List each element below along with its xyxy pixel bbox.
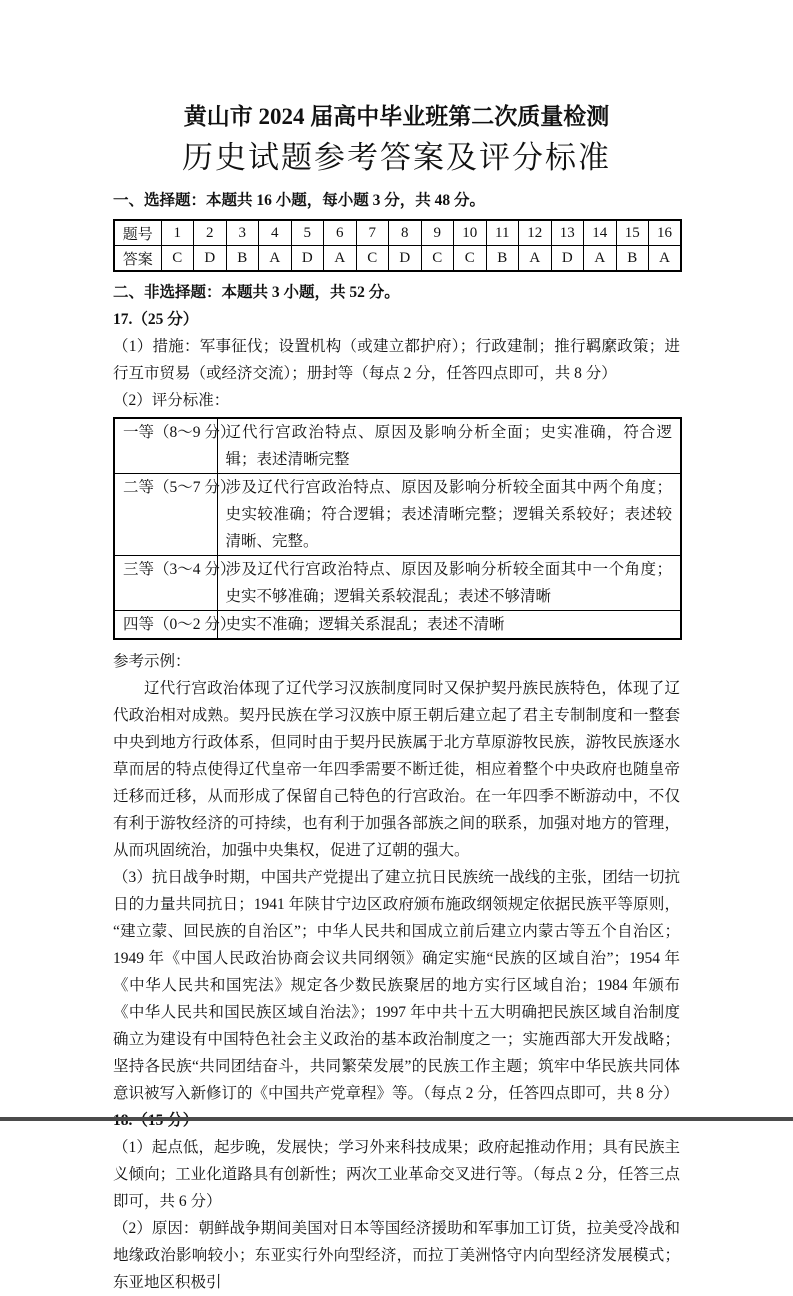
rubric-row <box>114 611 681 640</box>
answer-cell: B <box>226 246 259 272</box>
rubric-table <box>113 417 682 640</box>
question-number-cell: 6 <box>324 220 357 246</box>
answer-table-number-row <box>114 220 681 246</box>
q17-part1: （1）措施：军事征伐；设置机构（或建立都护府）；行政建制；推行羁縻政策；进行互市贸易（或经济交流）；册封等（每点 2 分，任答四点即可，共 8 分） <box>113 338 680 382</box>
q18-part2: （2）原因：朝鲜战争期间美国对日本等国经济援助和军事加工订货，拉美受冷战和地缘政治影响较小；东亚实行外向型经济，而拉丁美洲恪守内向型经济发展模式；东亚地区积极引 <box>113 1220 680 1291</box>
page-title: 黄山市 2024 届高中毕业班第二次质量检测 <box>183 104 610 129</box>
q17-example-label: 参考示例： <box>113 653 191 670</box>
answer-cell: A <box>584 246 617 272</box>
question-number-cell: 2 <box>194 220 227 246</box>
question-number-cell: 15 <box>616 220 649 246</box>
question-number-cell: 5 <box>291 220 324 246</box>
answer-cell: B <box>486 246 519 272</box>
answer-cell: A <box>519 246 552 272</box>
rubric-desc: 涉及辽代行宫政治特点、原因及影响分析较全面其中一个角度；史实不够准确；逻辑关系较混乱；表述不够清晰 <box>217 556 681 611</box>
answer-cell: D <box>551 246 584 272</box>
question-number-cell: 11 <box>486 220 519 246</box>
answer-cell: D <box>389 246 422 272</box>
answer-cell: D <box>194 246 227 272</box>
rubric-desc: 涉及辽代行宫政治特点、原因及影响分析较全面其中两个角度；史实较准确；符合逻辑；表述清晰完整；逻辑关系较好；表述较清晰、完整。 <box>217 474 681 556</box>
answer-table-answer-row <box>114 246 681 272</box>
question-number-cell: 13 <box>551 220 584 246</box>
section1-heading: 一、选择题：本题共 16 小题，每小题 3 分，共 48 分。 <box>113 192 486 209</box>
page-bottom-edge <box>0 1117 793 1121</box>
q18-part1: （1）起点低，起步晚，发展快；学习外来科技成果；政府起推动作用；具有民族主义倾向；工业化道路具有创新性；两次工业革命交叉进行等。（每点 2 分，任答三点即可，共 6 分） <box>113 1139 680 1210</box>
question-number-cell: 3 <box>226 220 259 246</box>
answer-cell: C <box>356 246 389 272</box>
answer-cell: A <box>259 246 292 272</box>
q17-part2-label: （2）评分标准： <box>113 392 230 409</box>
rubric-grade: 二等（5～7 分） <box>114 474 217 556</box>
answer-cell: B <box>616 246 649 272</box>
rubric-row <box>114 418 681 474</box>
question-number-cell: 14 <box>584 220 617 246</box>
answer-cell: A <box>649 246 682 272</box>
q17-part3: （3）抗日战争时期，中国共产党提出了建立抗日民族统一战线的主张，团结一切抗日的力量共同抗日；1941 年陕甘宁边区政府颁布施政纲领规定依据民族平等原则，“建立蒙、回民族的自治区”；中华人民共和国成立前后建立内蒙古等五个自治区；1949 年《中国人民政治协商会议共同纲领》确定实施“民族的区域自治”；1954 年《中华人民共和国宪法》规定各少数民族聚居的地方实行区域自治；1984 年颁布《中华人民共和国民族区域自治法》；1997 年中共十五大明确把民族区域自治制度确立为建设有中国特色社会主义政治的基本政治制度之一；实施西部大开发战略；坚持各民族“共同团结奋斗，共同繁荣发展”的民族工作主题；筑牢中华民族共同体意识被写入新修订的《中国共产党章程》等。（每点 2 分，任答四点即可，共 8 分） <box>113 869 680 1102</box>
page-subtitle: 历史试题参考答案及评分标准 <box>182 140 611 175</box>
rubric-row <box>114 556 681 611</box>
answer-cell: D <box>291 246 324 272</box>
rubric-desc: 史实不准确；逻辑关系混乱；表述不清晰 <box>217 611 681 640</box>
row-label: 答案 <box>114 246 161 272</box>
rubric-grade: 一等（8～9 分） <box>114 418 217 474</box>
q17-heading: 17.（25 分） <box>113 311 199 328</box>
section2-heading: 二、非选择题：本题共 3 小题，共 52 分。 <box>113 284 400 301</box>
question-number-cell: 12 <box>519 220 552 246</box>
rubric-grade: 四等（0～2 分） <box>114 611 217 640</box>
q17-example-paragraph: 辽代行宫政治体现了辽代学习汉族制度同时又保护契丹族民族特色，体现了辽代政治相对成熟。契丹民族在学习汉族中原王朝后建立起了君主专制制度和一整套中央到地方行政体系，但同时由于契丹民族属于北方草原游牧民族，游牧民族逐水草而居的特点使得辽代皇帝一年四季需要不断迁徙，相应着整个中央政府也随皇帝迁移而迁移，从而形成了保留自己特色的行宫政治。在一年四季不断游动中，不仅有利于游牧经济的可持续，也有利于加强各部族之间的联系，加强对地方的管理，从而巩固统治，加强中央集权，促进了辽朝的强大。 <box>113 680 680 859</box>
answer-table <box>113 219 682 272</box>
question-number-cell: 10 <box>454 220 487 246</box>
rubric-grade: 三等（3～4 分） <box>114 556 217 611</box>
rubric-row <box>114 474 681 556</box>
question-number-cell: 1 <box>161 220 194 246</box>
row-label: 题号 <box>114 220 161 246</box>
question-number-cell: 8 <box>389 220 422 246</box>
rubric-desc: 辽代行宫政治特点、原因及影响分析全面；史实准确，符合逻辑；表述清晰完整 <box>217 418 681 474</box>
answer-cell: A <box>324 246 357 272</box>
question-number-cell: 9 <box>421 220 454 246</box>
answer-cell: C <box>421 246 454 272</box>
question-number-cell: 4 <box>259 220 292 246</box>
answer-cell: C <box>454 246 487 272</box>
question-number-cell: 16 <box>649 220 682 246</box>
answer-cell: C <box>161 246 194 272</box>
question-number-cell: 7 <box>356 220 389 246</box>
